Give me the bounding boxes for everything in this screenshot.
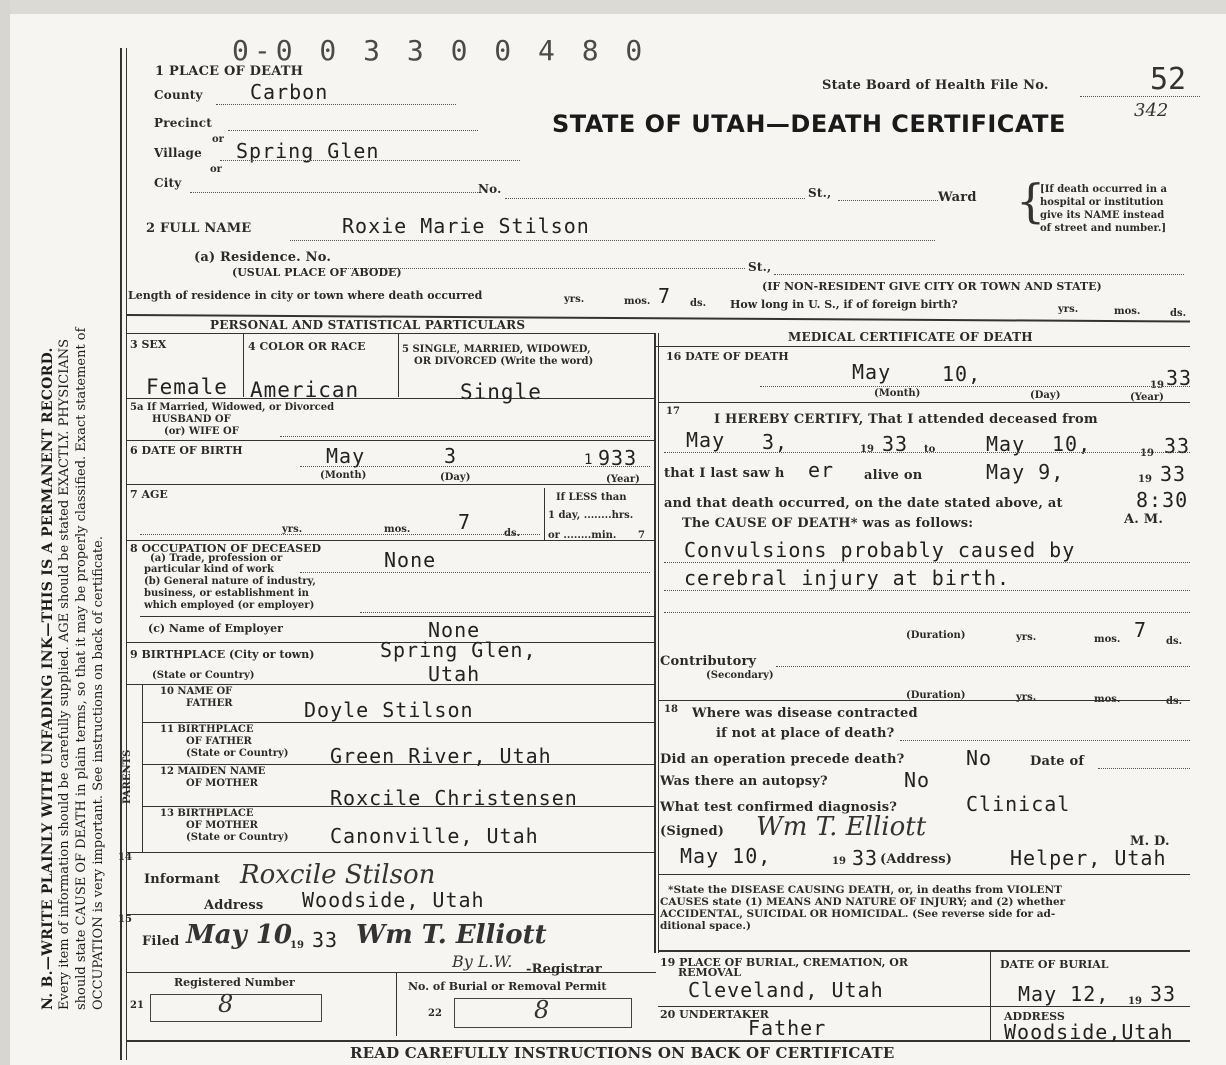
s21-label: 21 <box>130 1000 144 1011</box>
grid-row-11 <box>142 806 656 807</box>
grid-row-5 <box>126 540 656 541</box>
address-value: Woodside, Utah <box>302 888 485 912</box>
registrar-by: By L.W. <box>452 952 513 971</box>
occ-b-line <box>360 612 650 613</box>
full-name-line <box>290 240 935 241</box>
med-note-4: ditional space.) <box>660 920 752 932</box>
serial-number: 0-0 0 3 3 0 0 4 8 0 <box>232 34 648 67</box>
single-value: Single <box>460 380 542 404</box>
grid-row-13 <box>126 914 656 915</box>
husband-label-3: (or) WIFE OF <box>164 426 239 437</box>
to-month: May <box>986 432 1026 456</box>
from-month: May <box>686 428 726 452</box>
med-address-label: (Address) <box>880 852 953 867</box>
age-days: 7 <box>458 510 472 534</box>
operation-value: No <box>966 746 993 770</box>
cause-2: cerebral injury at birth. <box>684 566 1011 590</box>
to-day: 10, <box>1052 432 1092 456</box>
contrib-line <box>776 666 1190 667</box>
dod-line <box>760 386 1190 387</box>
dod-month-cap: (Month) <box>874 388 921 399</box>
to-year: 33 <box>1164 434 1191 458</box>
left-note-1: N. B.—WRITE PLAINLY WITH UNFADING INK—THIS IS A PERMANENT RECORD. <box>40 347 56 1010</box>
file-no-label: State Board of Health File No. <box>822 78 1049 93</box>
place-of-death-heading: 1 PLACE OF DEATH <box>155 64 304 79</box>
grid-row-14 <box>126 972 656 973</box>
howlong-ds: ds. <box>1170 308 1187 319</box>
sex-divider <box>243 333 244 397</box>
test-value: Clinical <box>966 792 1071 816</box>
center-divider <box>654 333 656 953</box>
dob-month: May <box>326 444 366 468</box>
grid-row-1r <box>656 346 1190 347</box>
informant-label: Informant <box>144 872 221 887</box>
operation-label: Did an operation precede death? <box>660 752 905 767</box>
grid-row-8 <box>126 684 656 685</box>
grid-row-10 <box>142 764 656 765</box>
s22-label: 22 <box>428 1008 442 1019</box>
parents-label: PARENTS <box>122 749 133 804</box>
usual-abode: (USUAL PLACE OF ABODE) <box>232 266 402 279</box>
signed-label: (Signed) <box>660 824 725 839</box>
lastsaw-er: er <box>808 458 835 482</box>
from-19: 19 <box>860 444 874 455</box>
state-label: (State or Country) <box>152 670 255 681</box>
autopsy-label: Was there an autopsy? <box>660 774 828 789</box>
occurred-text: and that death occurred, on the date stated above, at <box>664 496 1063 511</box>
left-note-3: should state CAUSE OF DEATH in plain terms, so that it may be properly classified. Exact statement of <box>74 327 89 1010</box>
undertaker-label: 20 UNDERTAKER <box>660 1008 769 1021</box>
undertaker-value: Father <box>748 1016 827 1040</box>
footer-note: READ CAREFULLY INSTRUCTIONS ON BACK OF CERTIFICATE <box>350 1044 895 1062</box>
less-2: 1 day, ........hrs. <box>548 510 634 521</box>
grid-row-6 <box>140 616 656 617</box>
reg-no-box <box>150 994 322 1022</box>
dob-label: 6 DATE OF BIRTH <box>130 444 243 457</box>
full-name-label: 2 FULL NAME <box>146 221 252 236</box>
lastsaw-date: May 9, <box>986 460 1065 484</box>
inst-note-2: hospital or institution <box>1040 197 1164 208</box>
dob-day-cap: (Day) <box>440 472 471 483</box>
attend-line <box>664 452 1190 453</box>
husband-label-1: 5a If Married, Widowed, or Divorced <box>130 402 335 413</box>
dod-day-cap: (Day) <box>1030 390 1061 401</box>
grid-row-2 <box>126 398 656 399</box>
father-value: Doyle Stilson <box>304 698 474 722</box>
med-note-1: *State the DISEASE CAUSING DEATH, or, in deaths from VIOLENT <box>668 884 1062 896</box>
reg-no-label: Registered Number <box>174 976 295 989</box>
inst-note-3: give its NAME instead <box>1040 210 1165 221</box>
top-edge <box>0 0 1226 14</box>
grid-row-1 <box>126 333 656 334</box>
fbirth-value: Green River, Utah <box>330 744 552 768</box>
mother-value: Roxcile Christensen <box>330 786 578 810</box>
address-label: Address <box>204 898 264 913</box>
dur-mos-1: mos. <box>1094 634 1121 645</box>
dob-prefix: 1 <box>584 452 594 468</box>
husband-line <box>280 436 650 437</box>
dob-year-cap: (Year) <box>606 474 640 485</box>
village-value: Spring Glen <box>236 139 380 163</box>
st-line <box>838 200 938 201</box>
reg-no-value: 8 <box>218 990 234 1018</box>
lastsaw-1: that I last saw h <box>664 466 785 481</box>
age-yrs: yrs. <box>282 524 303 535</box>
death-time: 8:30 <box>1136 488 1189 512</box>
birthplace-city: Spring Glen, <box>380 638 537 662</box>
dod-year: 33 <box>1166 366 1193 390</box>
left-border-2 <box>126 48 127 1060</box>
inst-note-4: of street and number.] <box>1040 223 1167 234</box>
grid-row-12 <box>126 852 656 853</box>
mbirth-label-1: 13 BIRTHPLACE <box>160 808 254 819</box>
file-no-2: 342 <box>1134 100 1169 121</box>
residence-st-line <box>774 274 1184 275</box>
cause-label: The CAUSE OF DEATH* was as follows: <box>682 516 974 531</box>
medical-heading: MEDICAL CERTIFICATE OF DEATH <box>788 330 1033 344</box>
med-row-3 <box>658 874 1190 875</box>
age-divider <box>544 488 545 540</box>
filed-19: 19 <box>290 940 304 951</box>
or-2: or <box>210 164 222 175</box>
grid-row-4 <box>126 484 656 485</box>
dob-burial-19: 19 <box>1128 996 1142 1007</box>
no-label: No. <box>478 182 502 196</box>
mother-label-2: OF MOTHER <box>186 778 258 789</box>
dur-yrs-1: yrs. <box>1016 632 1037 643</box>
st-label: St., <box>808 186 832 200</box>
parents-divider <box>142 684 143 852</box>
village-line <box>220 160 520 161</box>
color-label: 4 COLOR OR RACE <box>248 340 366 353</box>
occ-c-label: (c) Name of Employer <box>148 622 283 635</box>
length-ds: ds. <box>690 298 707 309</box>
burial-no-label: No. of Burial or Removal Permit <box>408 980 607 993</box>
duration-label-2: (Duration) <box>906 690 966 701</box>
howlong-label: How long in U. S., if of foreign birth? <box>730 298 958 311</box>
filed-year: 33 <box>312 928 339 952</box>
mbirth-label-2: OF MOTHER <box>186 820 258 831</box>
dob-month-cap: (Month) <box>320 470 367 481</box>
ward-label: Ward <box>938 190 977 205</box>
cause-1: Convulsions probably caused by <box>684 538 1076 562</box>
color-divider <box>398 333 399 397</box>
cause-line-1 <box>664 562 1190 563</box>
med-row-5 <box>658 1006 1190 1007</box>
father-label-2: FATHER <box>186 698 233 709</box>
dob-burial-label: DATE OF BURIAL <box>1000 958 1109 971</box>
less-3: or ........min. <box>548 530 617 541</box>
dod-day: 10, <box>942 362 982 386</box>
s15-label: 15 <box>118 914 132 925</box>
brace: { <box>1016 174 1046 228</box>
dob-year: 933 <box>598 446 638 470</box>
fbirth-label-2: OF FATHER <box>186 736 252 747</box>
md-label: M. D. <box>1130 834 1170 849</box>
certificate-title: STATE OF UTAH—DEATH CERTIFICATE <box>552 110 1066 138</box>
occ-a-value: None <box>384 548 437 572</box>
med-address-value: Helper, Utah <box>1010 846 1167 870</box>
file-no: 52 <box>1150 62 1187 97</box>
cause-line-3 <box>664 612 1190 613</box>
occ-b1: (b) General nature of industry, <box>144 576 316 587</box>
sex-label: 3 SEX <box>130 338 167 351</box>
reg-divider <box>396 972 397 1036</box>
less-1: If LESS than <box>556 492 627 503</box>
or-1: or <box>212 134 224 145</box>
birthplace-state: Utah <box>428 662 481 686</box>
burial-no-value: 8 <box>534 996 550 1024</box>
dod-month: May <box>852 360 892 384</box>
signed-year: 33 <box>852 846 879 870</box>
to-19: 19 <box>1140 448 1154 459</box>
fbirth-label-3: (State or Country) <box>186 748 289 759</box>
dur-mos-value: 7 <box>1134 618 1148 642</box>
residence-st: St., <box>748 260 772 274</box>
age-mos: mos. <box>384 524 411 535</box>
signed-19: 19 <box>832 856 846 867</box>
howlong-mos: mos. <box>1114 306 1141 317</box>
registrar-label: -Registrar <box>526 962 602 977</box>
contributory-label: Contributory <box>660 654 757 669</box>
med-row-1 <box>658 402 1190 403</box>
s14-label: 14 <box>118 852 132 863</box>
residence-line <box>345 268 745 269</box>
county-value: Carbon <box>250 80 329 104</box>
to-label: to <box>924 444 936 455</box>
undertaker-address: Woodside,Utah <box>1004 1020 1174 1044</box>
informant-signature: Roxcile Stilson <box>240 860 436 890</box>
med-row-4 <box>658 950 1190 952</box>
med-note-3: ACCIDENTAL, SUICIDAL OR HOMICIDAL. (See reverse side for ad- <box>660 908 1056 920</box>
burial-divider <box>990 950 991 1040</box>
burial-label-2: REMOVAL <box>678 966 742 979</box>
operation-line <box>1098 768 1190 769</box>
burial-label-1: 19 PLACE OF BURIAL, CREMATION, OR <box>660 956 909 969</box>
mbirth-label-3: (State or Country) <box>186 832 289 843</box>
age-line <box>140 534 540 535</box>
dur-mos-2: mos. <box>1094 694 1121 705</box>
duration-label-1: (Duration) <box>906 630 966 641</box>
left-note-4: OCCUPATION is very important. See instructions on back of certificate. <box>91 536 106 1010</box>
s17-label: 17 <box>666 406 680 417</box>
sex-value: Female <box>146 375 228 399</box>
single-label-1: 5 SINGLE, MARRIED, WIDOWED, <box>402 344 591 355</box>
undertaker-address-label: ADDRESS <box>1004 1010 1065 1023</box>
dob-burial: May 12, <box>1018 982 1110 1006</box>
occ-a2: particular kind of work <box>144 564 274 575</box>
where-2: if not at place of death? <box>716 726 895 741</box>
med-row-2 <box>658 700 1190 701</box>
occ-label: 8 OCCUPATION OF DECEASED <box>130 542 322 555</box>
lastsaw-2: alive on <box>864 468 923 483</box>
city-line <box>190 192 480 193</box>
occ-b3: which employed (or employer) <box>144 600 315 611</box>
father-label-1: 10 NAME OF <box>160 686 233 697</box>
lastsaw-19: 19 <box>1138 474 1152 485</box>
color-value: American <box>250 378 360 402</box>
am-label: A. M. <box>1124 512 1164 527</box>
dod-year-cap: (Year) <box>1130 392 1164 403</box>
age-ds: ds. <box>504 528 521 539</box>
cause-line-2 <box>664 590 1190 591</box>
mbirth-value: Canonville, Utah <box>330 824 539 848</box>
length-mos-value: 7 <box>658 284 672 308</box>
occ-a1: (a) Trade, profession or <box>150 553 283 564</box>
signed-signature: Wm T. Elliott <box>756 812 927 842</box>
inst-note-1: [If death occurred in a <box>1040 184 1167 195</box>
personal-heading: PERSONAL AND STATISTICAL PARTICULARS <box>210 318 526 332</box>
county-line <box>216 104 456 105</box>
precinct-label: Precinct <box>154 116 213 130</box>
left-note-2: Every item of information should be carefully supplied. AGE should be stated EXACTLY. PHYSICIANS <box>57 338 72 1010</box>
certify-text: I HEREBY CERTIFY, That I attended deceased from <box>714 412 1098 427</box>
burial-value: Cleveland, Utah <box>688 978 884 1002</box>
from-day: 3, <box>762 430 789 454</box>
med-note-2: CAUSES state (1) MEANS AND NATURE OF INJURY; and (2) whether <box>660 896 1066 908</box>
length-mos: mos. <box>624 296 651 307</box>
center-divider-2 <box>658 333 659 953</box>
full-name-value: Roxie Marie Stilson <box>342 214 590 238</box>
filed-date: May 10 <box>186 920 292 950</box>
single-label-2: OR DIVORCED (Write the word) <box>414 356 594 367</box>
occ-b2: business, or establishment in <box>144 588 309 599</box>
from-year: 33 <box>882 432 909 456</box>
dob-day: 3 <box>444 444 458 468</box>
length-yrs: yrs. <box>564 294 585 305</box>
dur-ds-1: ds. <box>1166 636 1183 647</box>
mother-label-1: 12 MAIDEN NAME <box>160 766 266 777</box>
where-1: Where was disease contracted <box>692 706 918 721</box>
dur-yrs-2: yrs. <box>1016 692 1037 703</box>
residence-label: (a) Residence. No. <box>194 250 332 265</box>
lastsaw-year: 33 <box>1160 462 1187 486</box>
s18-label: 18 <box>664 704 678 715</box>
husband-label-2: HUSBAND OF <box>152 414 231 425</box>
dod-label: 16 DATE OF DEATH <box>666 350 789 363</box>
filed-label: Filed <box>142 934 180 949</box>
test-label: What test confirmed diagnosis? <box>660 800 898 815</box>
fbirth-label-1: 11 BIRTHPLACE <box>160 724 254 735</box>
occ-a-line <box>300 572 650 573</box>
signed-date: May 10, <box>680 844 772 868</box>
city-label: City <box>154 176 182 190</box>
left-edge-shadow <box>0 0 10 1065</box>
secondary-label: (Secondary) <box>706 670 774 681</box>
dob-burial-year: 33 <box>1150 982 1177 1006</box>
dur-ds-2: ds. <box>1166 696 1183 707</box>
registrar-signature: Wm T. Elliott <box>356 920 547 950</box>
precinct-line <box>228 130 478 131</box>
length-label: Length of residence in city or town where death occurred <box>128 289 483 302</box>
left-border <box>120 48 122 1060</box>
less-min: 7 <box>638 530 645 541</box>
age-label: 7 AGE <box>130 488 168 501</box>
dod-19: 19 <box>1150 380 1164 391</box>
dob-line <box>300 466 650 467</box>
howlong-yrs: yrs. <box>1058 304 1079 315</box>
autopsy-value: No <box>904 768 931 792</box>
birthplace-label: 9 BIRTHPLACE (City or town) <box>130 648 315 661</box>
village-label: Village <box>154 146 202 160</box>
occ-c-value: None <box>428 618 481 642</box>
date-of-label: Date of <box>1030 754 1085 769</box>
grid-row-3 <box>126 440 656 441</box>
where-line <box>900 740 1190 741</box>
grid-row-9 <box>142 722 656 723</box>
nonresident-note: (IF NON-RESIDENT GIVE CITY OR TOWN AND STATE) <box>762 280 1102 293</box>
no-line <box>505 198 805 199</box>
county-label: County <box>154 88 203 102</box>
